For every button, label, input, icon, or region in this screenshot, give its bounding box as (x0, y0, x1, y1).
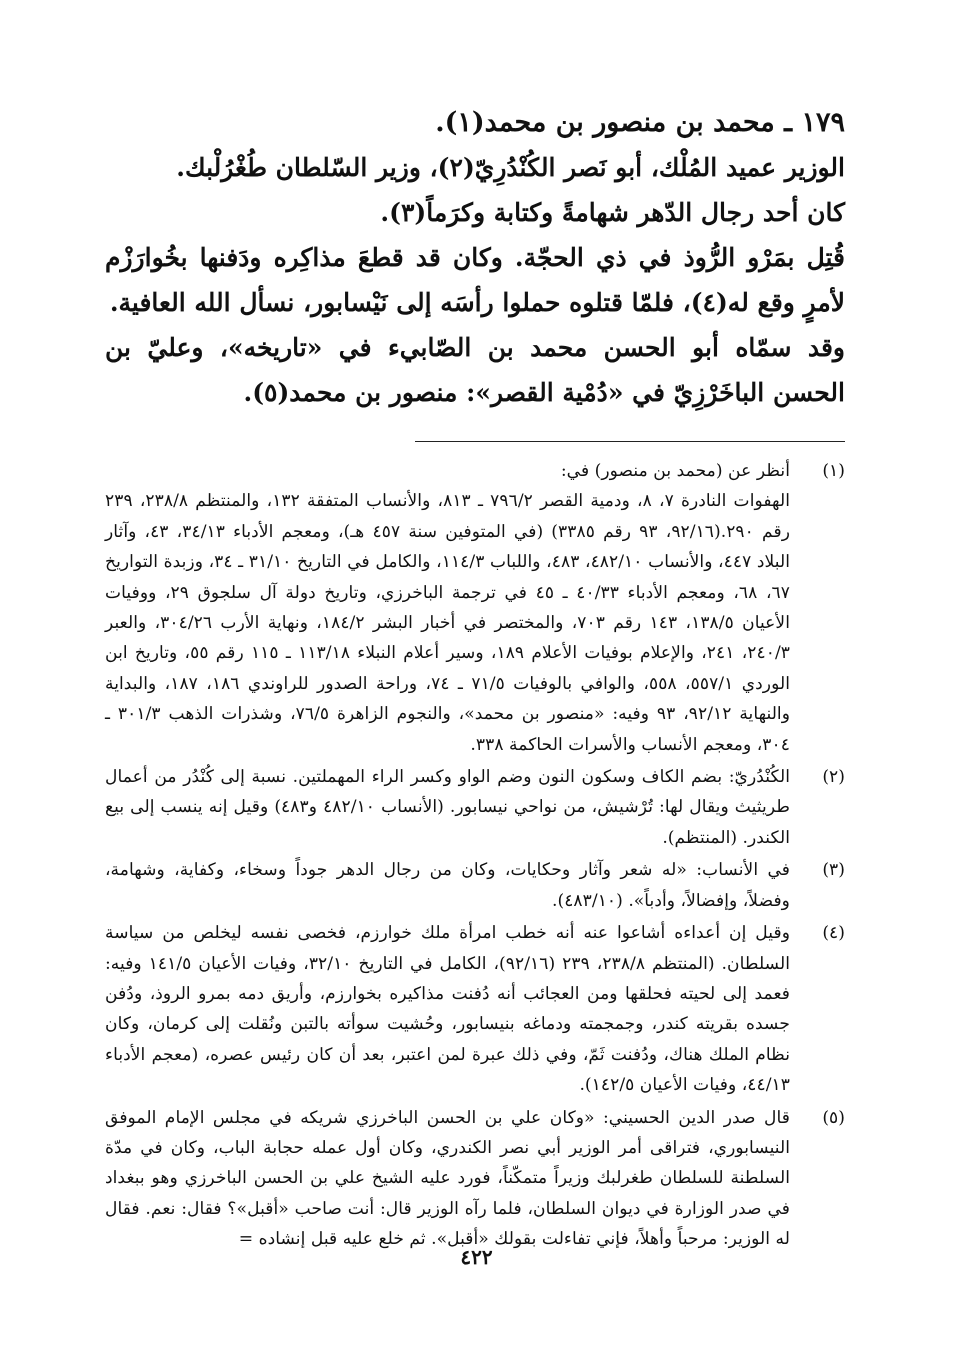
footnote (105, 855, 845, 916)
footnote (105, 456, 845, 760)
biography-entry (105, 100, 845, 415)
footnote-line: الكُنْدُريّ: بضم الكاف وسكون النون وضم الواو وكسر الراء المهملتين. نسبة إلى كُنْدُر من أعمال طريثيث ويقال لها: تُرْشيش، من نواحي نيسابور. (الأنساب ٤٨٢/١٠ و٤٨٣) وقيل إنه ينسب إلى بيع الكندر. (المنتظم). (105, 767, 790, 848)
footnote-line: أنظر عن (محمد بن منصور) في: (560, 461, 790, 481)
footnote-text (105, 855, 790, 916)
footnote (105, 762, 845, 853)
footnote-text (105, 456, 790, 760)
footnote-line: في الأنساب: «له شعر وآثار وحكايات، وكان من رجال الدهر جوداً وسخاء، وكفاية، وشهامة، وفضلاً، وإفضالاً، وأدباً». (٤٨٣/١٠). (105, 860, 790, 911)
footnote-number: (٤) (822, 923, 845, 944)
footnote-number: (٥) (822, 1107, 845, 1128)
entry-line: قُتِل بمَرْو الرُّوذ في ذي الحجّة. وكان قد قطعَ مذاكِره ودَفنها بخُوارَزْم لأمرٍ وقع له(٤)، فلمّا قتلوه حملوا رأسَه إلى نَيْسابور، نسأل الله العافية. (105, 243, 845, 317)
footnote (105, 918, 845, 1100)
footnote (105, 1103, 845, 1255)
entry-line: كان أحد رجال الدّهر شهامةً وكتابة وكرَماً(٣). (380, 198, 845, 227)
footnote-line: وقيل إن أعداءه أشاعوا عنه أنه خطب امرأة ملك خوارزم، فخصى نفسه ليخلص من سياسة السلطان. (المنتظم ٢٣٨/٨، ٢٣٩ (٩٢/١٦)، الكامل في التاريخ ٣٢/١٠، وفيات الأعيان ١٤١/٥ وفيه: فعمد إلى لحيته فحلقها ومن العجائب أنه دُفنت مذاكيره بخوارزم، وأريق دمه بمرو الروذ، ودُفن جسده بقريته كندر، وجمجمته ودماغه بنيسابور، وحُشيت سوأته بالتبن ونُقلت إلى كرمان، وكان نظام الملك هناك، ودُفنت ثَمّ، وفي ذلك عبرة لمن اعتبر، بعد أن كان رئيس عصره، (معجم الأدباء ٤٤/١٣، وفيات الأعيان ١٤٢/٥). (105, 923, 791, 1096)
footnote-text (105, 1103, 790, 1255)
entry-line: الوزير عميد المُلْك، أبو نَصر الكُنْدُرِيّ(٢)، وزير السّلطان طُغْرُلْبك. (176, 153, 845, 182)
footnote-line: الهفوات النادرة ٧، ٨، ودمية القصر ٧٩٦/٢ ـ ٨١٣، والأنساب المتفقة ١٣٢، والمنتظم ٢٣٨/٨، ٢٣٩ رقم ٢٩٠.(٩٢/١٦، ٩٣ رقم ٣٣٨٥) (في المتوفين سنة ٤٥٧ هـ)، ومعجم الأدباء ٣٤/١٣، ٤٣، وآثار البلاد ٤٤٧، والأنساب ٤٨٢/١٠، ٤٨٣، واللباب ١١٤/٣، والكامل في التاريخ ٣١/١٠ ـ ٣٤، وزبدة التواريخ ٦٧، ٦٨، ومعجم الأدباء ٤٠/٣٣ ـ ٤٥ في ترجمة الباخرزي، وتاريخ دولة آل سلجوق ٢٩، ووفيات الأعيان ١٣٨/٥، ١٤٣ رقم ٧٠٣، والمختصر في أخبار البشر ١٨٤/٢، ونهاية الأرب ٣٠٤/٢٦، والعبر ٢٤٠/٣، ٢٤١، والإعلام بوفيات الأعلام ١٨٩، وسير أعلام النبلاء ١١٣/١٨ ـ ١١٥ رقم ٥٥، وتاريخ ابن الوردي ٥٥٧/١، ٥٥٨، والوافي بالوفيات ٧١/٥ ـ ٧٤، وراحة الصدور للراوندي ١٨٦، ١٨٧، والبداية والنهاية ٩٢/١٢، ٩٣ وفيه: «منصور بن محمد»، والنجوم الزاهرة ٧٦/٥، وشذرات الذهب ٣٠١/٣ ـ ٣٠٤، ومعجم الأنساب والأسرات الحاكمة ٣٣٨. (105, 491, 791, 755)
entry-line: وقد سمّاه أبو الحسن محمد بن الصّابيء في «تاريخه»، وعليّ بن الحسن الباخَرْزِيّ في «دُمْية القصر»: منصور بن محمد(٥). (105, 333, 845, 407)
footnote-divider (415, 441, 845, 442)
footnote-line: قال صدر الدين الحسيني: «وكان علي بن الحسن الباخرزي شريكه في مجلس الإمام الموفق النيسابوري، فتراقى أمر الوزير أبي نصر الكندري، وكان أول عمله حجابة الباب، وكان في مدّة السلطنة للسلطان طغرلبك وزيراً متمكّناً، فورد عليه الشيخ علي بن الحسن الباخرزي وهو ببغداد في صدر الوزارة في ديوان السلطان، فلما رآه الوزير قال: أنت صاحب «أقبل»؟ فقال: نعم. فقال له الوزير: مرحباً وأهلاً، فإني تفاءلت بقولك «أقبل». ثم خلع عليه قبل إنشاده = (105, 1107, 790, 1250)
footnote-text (105, 762, 790, 853)
footnotes (105, 456, 845, 1255)
entry-title: ١٧٩ ـ محمد بن منصور بن محمد(١). (435, 107, 845, 138)
footnote-text (105, 918, 790, 1100)
page-content (105, 100, 845, 1257)
footnote-number: (٢) (822, 767, 845, 788)
footnote-number: (١) (822, 461, 845, 481)
footnote-number: (٣) (822, 860, 845, 881)
page-number: ٤٢٢ (460, 1245, 493, 1269)
